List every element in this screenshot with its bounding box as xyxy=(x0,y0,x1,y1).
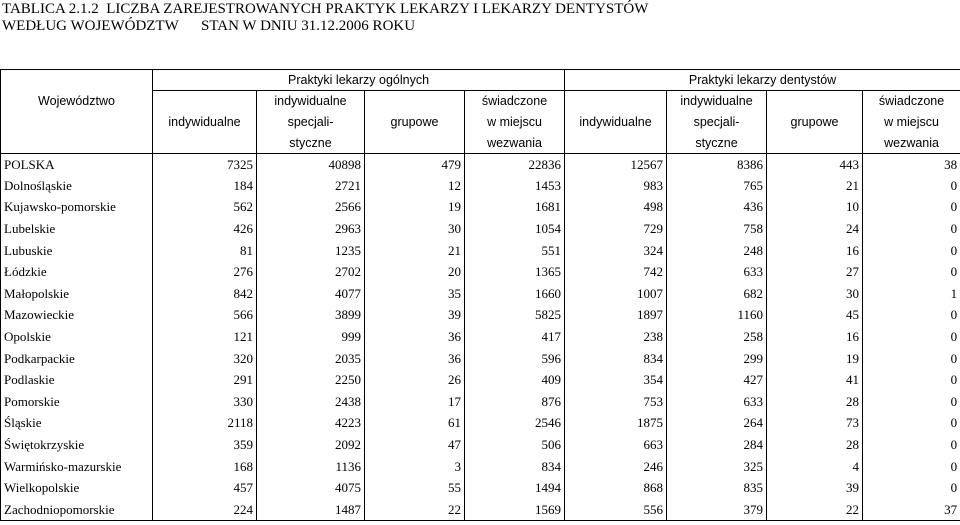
table-row xyxy=(1,261,960,283)
table-cell: 359 xyxy=(153,434,257,456)
table-cell: 0 xyxy=(863,261,960,283)
table-cell: 1007 xyxy=(565,283,667,305)
col-header-swiad-1: świadczone xyxy=(465,91,565,112)
table-cell: 121 xyxy=(153,326,257,348)
table-cell: 758 xyxy=(667,218,767,240)
region-name: Zachodniopomorskie xyxy=(1,499,153,521)
table-cell: 30 xyxy=(767,283,863,305)
table-row xyxy=(1,348,960,370)
table-cell: 765 xyxy=(667,175,767,197)
table-cell: 834 xyxy=(465,456,565,478)
table-cell: 742 xyxy=(565,261,667,283)
table-cell: 663 xyxy=(565,434,667,456)
table-cell: 1136 xyxy=(257,456,365,478)
region-name: Śląskie xyxy=(1,413,153,435)
region-name: Opolskie xyxy=(1,326,153,348)
table-cell: 28 xyxy=(767,434,863,456)
table-cell: 284 xyxy=(667,434,767,456)
col-header-grup: grupowe xyxy=(767,112,863,133)
row-label-header: Województwo xyxy=(1,91,153,112)
region-name: Wielkopolskie xyxy=(1,477,153,499)
table-cell: 7325 xyxy=(153,154,257,176)
col-header-swiad-3: wezwania xyxy=(465,133,565,154)
table-cell: 417 xyxy=(465,326,565,348)
col-header-grup: grupowe xyxy=(365,112,465,133)
table-cell: 16 xyxy=(767,240,863,262)
table-cell: 16 xyxy=(767,326,863,348)
table-cell: 682 xyxy=(667,283,767,305)
table-row xyxy=(1,175,960,197)
table-cell: 320 xyxy=(153,348,257,370)
table-cell: 36 xyxy=(365,348,465,370)
table-row xyxy=(1,218,960,240)
table-row xyxy=(1,391,960,413)
table-cell: 2092 xyxy=(257,434,365,456)
table-cell: 1494 xyxy=(465,477,565,499)
table-cell: 2438 xyxy=(257,391,365,413)
table-cell: 876 xyxy=(465,391,565,413)
table-cell: 1660 xyxy=(465,283,565,305)
table-cell: 21 xyxy=(365,240,465,262)
table-cell: 2963 xyxy=(257,218,365,240)
table-cell: 325 xyxy=(667,456,767,478)
col-header-spec-1: indywidualne xyxy=(257,91,365,112)
table-cell: 4 xyxy=(767,456,863,478)
table-cell: 61 xyxy=(365,413,465,435)
table-cell: 55 xyxy=(365,477,465,499)
table-cell: 324 xyxy=(565,240,667,262)
table-cell: 443 xyxy=(767,154,863,176)
data-table xyxy=(0,69,960,521)
col-header-indyw: indywidualne xyxy=(153,112,257,133)
col-header-swiad-3: wezwania xyxy=(863,133,960,154)
table-cell: 1897 xyxy=(565,305,667,327)
table-cell: 562 xyxy=(153,197,257,219)
table-cell: 457 xyxy=(153,477,257,499)
region-name: Pomorskie xyxy=(1,391,153,413)
table-cell: 246 xyxy=(565,456,667,478)
col-header-swiad-1: świadczone xyxy=(863,91,960,112)
group-header-dentists: Praktyki lekarzy dentystów xyxy=(565,70,960,91)
col-header-swiad-2: w miejscu xyxy=(465,112,565,133)
table-cell: 4075 xyxy=(257,477,365,499)
table-cell: 1054 xyxy=(465,218,565,240)
table-cell: 0 xyxy=(863,218,960,240)
table-cell: 45 xyxy=(767,305,863,327)
table-cell: 10 xyxy=(767,197,863,219)
table-cell: 1487 xyxy=(257,499,365,521)
table-row xyxy=(1,413,960,435)
table-cell: 1365 xyxy=(465,261,565,283)
table-row xyxy=(1,154,960,176)
table-cell: 551 xyxy=(465,240,565,262)
table-cell: 426 xyxy=(153,218,257,240)
table-cell: 354 xyxy=(565,369,667,391)
table-cell: 1235 xyxy=(257,240,365,262)
table-cell: 12 xyxy=(365,175,465,197)
col-header-spec-2: specjali- xyxy=(257,112,365,133)
table-title-line-2: WEDŁUG WOJEWÓDZTW STAN W DNIU 31.12.2006 ROKU xyxy=(2,18,416,34)
table-row xyxy=(1,434,960,456)
table-cell: 868 xyxy=(565,477,667,499)
table-cell: 22 xyxy=(767,499,863,521)
table-cell: 842 xyxy=(153,283,257,305)
table-row xyxy=(1,197,960,219)
table-cell: 1 xyxy=(863,283,960,305)
table-cell: 0 xyxy=(863,456,960,478)
table-cell: 0 xyxy=(863,175,960,197)
table-cell: 73 xyxy=(767,413,863,435)
table-row xyxy=(1,283,960,305)
table-cell: 17 xyxy=(365,391,465,413)
table-row xyxy=(1,477,960,499)
table-cell: 729 xyxy=(565,218,667,240)
table-cell: 1160 xyxy=(667,305,767,327)
table-cell: 12567 xyxy=(565,154,667,176)
table-cell: 184 xyxy=(153,175,257,197)
table-cell: 330 xyxy=(153,391,257,413)
table-cell: 0 xyxy=(863,326,960,348)
table-cell: 35 xyxy=(365,283,465,305)
table-cell: 299 xyxy=(667,348,767,370)
region-name: Mazowieckie xyxy=(1,305,153,327)
table-cell: 0 xyxy=(863,477,960,499)
col-header-swiad-2: w miejscu xyxy=(863,112,960,133)
table-cell: 19 xyxy=(767,348,863,370)
table-cell: 753 xyxy=(565,391,667,413)
table-cell: 633 xyxy=(667,391,767,413)
table-cell: 409 xyxy=(465,369,565,391)
table-cell: 834 xyxy=(565,348,667,370)
region-name: Warmińsko-mazurskie xyxy=(1,456,153,478)
table-cell: 40898 xyxy=(257,154,365,176)
table-cell: 19 xyxy=(365,197,465,219)
table-cell: 2250 xyxy=(257,369,365,391)
table-cell: 0 xyxy=(863,369,960,391)
table-cell: 2035 xyxy=(257,348,365,370)
table-cell: 2721 xyxy=(257,175,365,197)
table-cell: 633 xyxy=(667,261,767,283)
table-cell: 498 xyxy=(565,197,667,219)
table-row xyxy=(1,326,960,348)
region-name: Łódzkie xyxy=(1,261,153,283)
col-header-spec-2: specjali- xyxy=(667,112,767,133)
table-cell: 1875 xyxy=(565,413,667,435)
region-name: Małopolskie xyxy=(1,283,153,305)
col-header-spec-1: indywidualne xyxy=(667,91,767,112)
table-cell: 479 xyxy=(365,154,465,176)
table-cell: 24 xyxy=(767,218,863,240)
table-cell: 4077 xyxy=(257,283,365,305)
table-cell: 0 xyxy=(863,240,960,262)
table-cell: 0 xyxy=(863,434,960,456)
table-cell: 291 xyxy=(153,369,257,391)
table-cell: 5825 xyxy=(465,305,565,327)
table-cell: 258 xyxy=(667,326,767,348)
header-corner xyxy=(1,70,153,91)
table-cell: 4223 xyxy=(257,413,365,435)
table-header xyxy=(1,70,960,154)
table-cell: 21 xyxy=(767,175,863,197)
region-name: Lubuskie xyxy=(1,240,153,262)
region-name: Lubelskie xyxy=(1,218,153,240)
table-title-line-1: TABLICA 2.1.2 LICZBA ZAREJESTROWANYCH PRAKTYK LEKARZY I LEKARZY DENTYSTÓW xyxy=(2,1,649,17)
table-cell: 3899 xyxy=(257,305,365,327)
table-cell: 556 xyxy=(565,499,667,521)
region-name: Dolnośląskie xyxy=(1,175,153,197)
table-cell: 20 xyxy=(365,261,465,283)
table-row xyxy=(1,240,960,262)
table-cell: 2546 xyxy=(465,413,565,435)
table-cell: 3 xyxy=(365,456,465,478)
table-cell: 26 xyxy=(365,369,465,391)
table-cell: 27 xyxy=(767,261,863,283)
table-cell: 427 xyxy=(667,369,767,391)
region-name: Świętokrzyskie xyxy=(1,434,153,456)
table-cell: 238 xyxy=(565,326,667,348)
group-header-general: Praktyki lekarzy ogólnych xyxy=(153,70,565,91)
table-cell: 596 xyxy=(465,348,565,370)
table-cell: 264 xyxy=(667,413,767,435)
table-cell: 37 xyxy=(863,499,960,521)
table-cell: 22836 xyxy=(465,154,565,176)
table-cell: 566 xyxy=(153,305,257,327)
table-cell: 39 xyxy=(365,305,465,327)
table-cell: 41 xyxy=(767,369,863,391)
table-cell: 0 xyxy=(863,413,960,435)
table-row xyxy=(1,499,960,521)
table-cell: 30 xyxy=(365,218,465,240)
table-cell: 36 xyxy=(365,326,465,348)
table-cell: 47 xyxy=(365,434,465,456)
col-header-spec-3: styczne xyxy=(257,133,365,154)
region-name: Podlaskie xyxy=(1,369,153,391)
col-header-indyw: indywidualne xyxy=(565,112,667,133)
table-cell: 1569 xyxy=(465,499,565,521)
table-cell: 999 xyxy=(257,326,365,348)
col-header-spec-3: styczne xyxy=(667,133,767,154)
table-cell: 983 xyxy=(565,175,667,197)
table-cell: 22 xyxy=(365,499,465,521)
table-row xyxy=(1,369,960,391)
table-cell: 2118 xyxy=(153,413,257,435)
table-cell: 38 xyxy=(863,154,960,176)
table-cell: 2566 xyxy=(257,197,365,219)
table-cell: 2702 xyxy=(257,261,365,283)
table-cell: 224 xyxy=(153,499,257,521)
table-cell: 0 xyxy=(863,197,960,219)
table-cell: 0 xyxy=(863,391,960,413)
table-cell: 248 xyxy=(667,240,767,262)
region-name: POLSKA xyxy=(1,154,153,176)
table-cell: 0 xyxy=(863,305,960,327)
table-cell: 81 xyxy=(153,240,257,262)
table-cell: 1453 xyxy=(465,175,565,197)
table-cell: 835 xyxy=(667,477,767,499)
table-row xyxy=(1,456,960,478)
table-cell: 39 xyxy=(767,477,863,499)
table-cell: 506 xyxy=(465,434,565,456)
table-cell: 379 xyxy=(667,499,767,521)
table-cell: 1681 xyxy=(465,197,565,219)
table-body xyxy=(1,154,960,521)
table-cell: 168 xyxy=(153,456,257,478)
table-cell: 436 xyxy=(667,197,767,219)
table-cell: 28 xyxy=(767,391,863,413)
region-name: Kujawsko-pomorskie xyxy=(1,197,153,219)
table-row xyxy=(1,305,960,327)
table-cell: 8386 xyxy=(667,154,767,176)
table-cell: 0 xyxy=(863,348,960,370)
table-cell: 276 xyxy=(153,261,257,283)
region-name: Podkarpackie xyxy=(1,348,153,370)
